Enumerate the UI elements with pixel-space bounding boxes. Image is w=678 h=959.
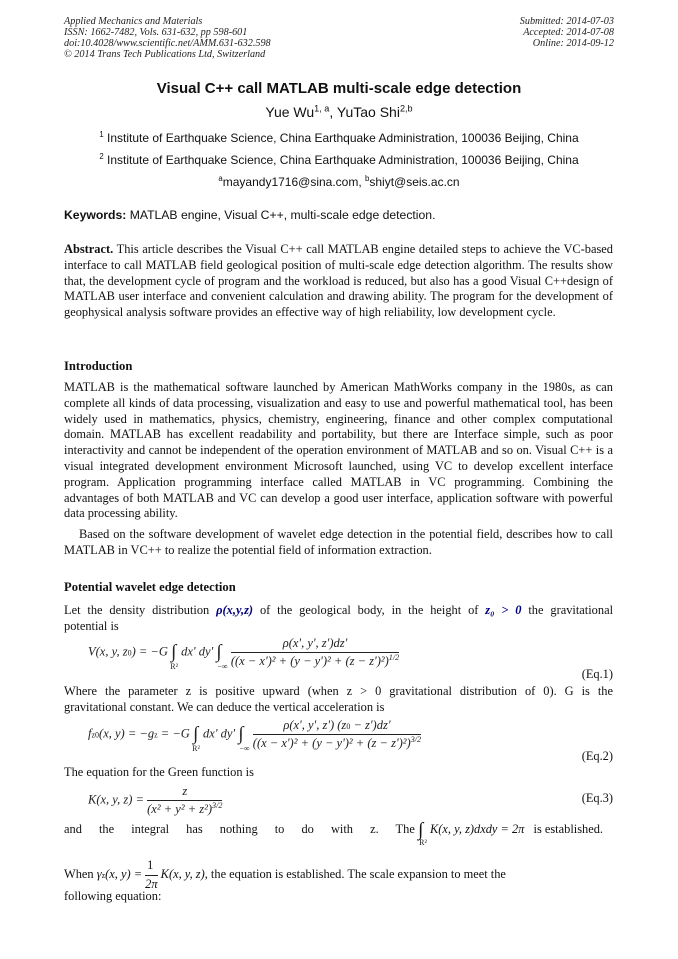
affiliation-2	[0, 153, 678, 167]
email-b-marker: b	[365, 174, 370, 183]
equation-3-label: (Eq.3)	[581, 791, 613, 805]
equation-1: V(x, y, z0) = −G $\int_{R^2}$ dx' dy' $\int_{-\infty}$ $\frac{\rho(x', y', z')dz'}{((x - x')^2 + (y - y')^2 + (z - z')^2)^{1/2}}$	[88, 636, 400, 672]
email-separator: ,	[358, 175, 366, 189]
author-2-marker: 2,b	[399, 103, 413, 114]
introduction-paragraph-1: MATLAB is the mathematical software launched by American MathWorks company in the 1980s, as can complete all kinds of data processing, visualization and easy to use and powerful mathematical tool, has been widely used in mathematics, physics, chemistry, engineering, finance and other complex computational domain. MATLAB has excellent readability and portability, but there are Interface simple, such as poor interactivity and cannot be independent of the operation environment of MATLAB and so on. Visual C++ is a visual integrated development environment Microsoft launched, using VC to develop excellent interface program. Application programming interface called MATLAB in VC programming. Combining the advantages of both MATLAB and VC can develop a good user interface, application software with powerful data processing ability.	[64, 380, 613, 521]
keywords-text: MATLAB engine, Visual C++, multi-scale edge detection.	[126, 208, 436, 222]
journal-name: Applied Mechanics and Materials	[64, 16, 203, 27]
issn-line: ISSN: 1662-7482, Vols. 631-632, pp 598-601	[64, 27, 248, 38]
abstract-text: This article describes the Visual C++ call MATLAB engine detailed steps to achieve the VC-based interface to call MATLAB field geological position of multi-scale edge detection algorithm. The results show that, the development cycle of program and the workload is reduced, but also has a good Visual C++design of MATLAB user interface and convenient calculation and drawing ability. The program for the development of geophysical analysis software provides an effective way of high reliability, low development cycle.	[64, 242, 613, 320]
integral-expression: $\int_{R^2}$ K(x, y, z)dxdy = 2π	[417, 819, 525, 847]
potential-line: potential is	[64, 619, 119, 633]
author-1-marker: 1, a	[314, 103, 330, 114]
parameter-line-1: Where the parameter z is positive upward (when z > 0 gravitational distribution of 0). G is the	[64, 684, 613, 698]
online-date: Online: 2014-09-12	[532, 38, 614, 49]
author-line	[0, 104, 678, 120]
author-2: YuTao Shi	[336, 104, 400, 120]
email-a-marker: a	[218, 174, 223, 183]
z0-condition: z₀ > 0	[485, 603, 522, 617]
when-line	[64, 858, 613, 893]
affiliation-2-text: Institute of Earthquake Science, China Earthquake Administration, 100036 Beijing, China	[107, 153, 579, 167]
introduction-heading: Introduction	[64, 359, 133, 373]
keywords-label: Keywords:	[64, 208, 127, 222]
abstract	[64, 242, 613, 321]
submitted-date: Submitted: 2014-07-03	[519, 16, 614, 27]
section-heading-edge-detection: Potential wavelet edge detection	[64, 580, 236, 594]
when-text-2: , the equation is established. The scale expansion to meet the	[204, 867, 506, 882]
scale-expression: γz(x, y) = $\frac{1}{2\pi}$ K(x, y, z)	[96, 858, 205, 891]
when-text-1: When	[64, 867, 94, 882]
density-text-2: of the geological body, in the height of	[253, 603, 486, 617]
copyright-line: © 2014 Trans Tech Publications Ltd, Switzerland	[64, 49, 266, 60]
accepted-date: Accepted: 2014-07-08	[523, 27, 614, 38]
final-line: following equation:	[64, 889, 162, 903]
journal-info	[64, 16, 271, 60]
integral-line	[64, 819, 613, 851]
email-a[interactable]: mayandy1716@sina.com	[222, 175, 359, 189]
density-text-3: the gravitational	[521, 603, 614, 617]
parameter-line-2: gravitational constant. We can deduce the vertical acceleration is	[64, 700, 385, 714]
dates-info	[520, 16, 614, 49]
affiliation-1	[0, 131, 678, 145]
affiliation-2-marker: 2	[99, 152, 104, 161]
integral-text-1: and the integral has nothing to do with z. The	[64, 822, 415, 836]
equation-2: fz0(x, y) = −gz = −G $\int_{R^2}$ dx' dy' $\int_{-\infty}$ $\frac{\rho(x', y', z') (z0 - z')dz'}{((x - x')^2 + (y - y')^2 + (z - z')^2)^{3/2}}$	[88, 718, 422, 754]
author-separator: ,	[329, 104, 337, 120]
integral-text-2: is established.	[533, 822, 604, 836]
green-function-line: The equation for the Green function is	[64, 765, 254, 779]
keywords	[64, 208, 435, 222]
density-line	[64, 603, 613, 619]
paper-title: Visual C++ call MATLAB multi-scale edge detection	[156, 80, 522, 97]
equation-2-label: (Eq.2)	[581, 749, 613, 763]
email-b[interactable]: shiyt@seis.ac.cn	[369, 175, 460, 189]
equation-1-label: (Eq.1)	[581, 667, 613, 681]
affiliation-1-marker: 1	[99, 130, 104, 139]
author-emails	[0, 175, 678, 189]
abstract-label: Abstract.	[64, 242, 114, 256]
introduction-paragraph-2: Based on the software development of wavelet edge detection in the potential field, describes how to call MATLAB in VC++ to realize the potential field of information extraction.	[64, 527, 613, 557]
density-text-1: Let the density distribution	[64, 603, 217, 617]
rho-symbol: ρ(x,y,z)	[216, 603, 254, 617]
doi-line: doi:10.4028/www.scientific.net/AMM.631-632.598	[64, 38, 271, 49]
equation-3: K(x, y, z) = $\frac{z}{(x^2 + y^2 + z^2)^{3/2}}$	[88, 784, 223, 816]
author-1: Yue Wu	[265, 104, 315, 120]
affiliation-1-text: Institute of Earthquake Science, China Earthquake Administration, 100036 Beijing, China	[107, 131, 579, 145]
